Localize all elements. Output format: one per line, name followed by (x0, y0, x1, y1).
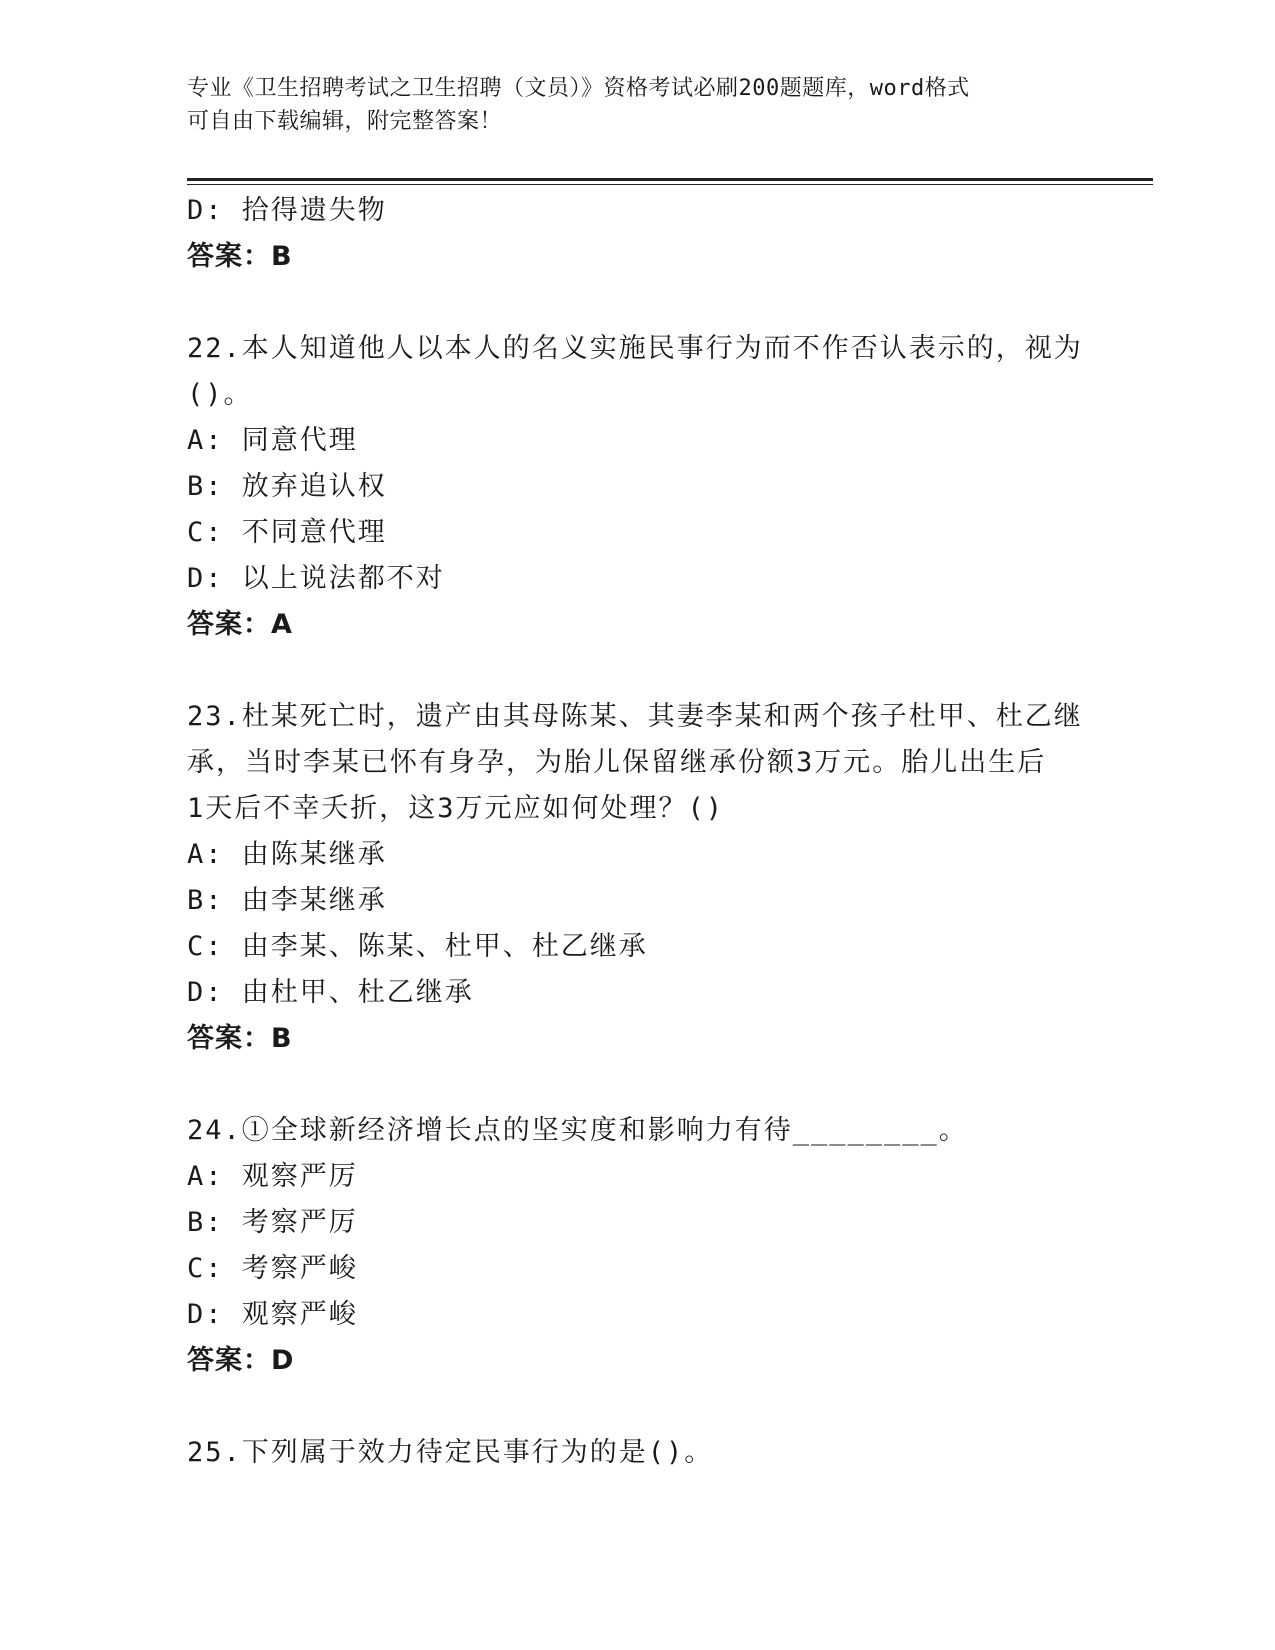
question-22 (187, 326, 1083, 648)
question-text: 23.杜某死亡时，遗产由其母陈某、其妻李某和两个孩子杜甲、杜乙继 (187, 701, 1083, 732)
option-d: D: 观察严峻 (187, 1299, 358, 1330)
option-a: A: 由陈某继承 (187, 839, 387, 870)
option-a: A: 观察严厉 (187, 1161, 358, 1192)
answer: 答案：B (187, 241, 293, 272)
option-d: D: 以上说法都不对 (187, 563, 445, 594)
option-b: B: 由李某继承 (187, 885, 387, 916)
question-text: 22.本人知道他人以本人的名义实施民事行为而不作否认表示的，视为 (187, 333, 1083, 364)
header-line-2: 可自由下载编辑，附完整答案！ (187, 109, 503, 134)
answer: 答案：A (187, 609, 293, 640)
answer: 答案：D (187, 1345, 295, 1376)
question-25 (187, 1430, 1067, 1476)
header-line-1: 专业《卫生招聘考试之卫生招聘（文员）》资格考试必刷200题题库，word格式 (187, 76, 970, 101)
question-text: 25.下列属于效力待定民事行为的是()。 (187, 1437, 714, 1468)
option-d: D: 拾得遗失物 (187, 195, 387, 226)
option-c: C: 不同意代理 (187, 517, 387, 548)
header-rule-thin (187, 184, 1153, 185)
option-b: B: 考察严厉 (187, 1207, 358, 1238)
page-header (187, 72, 1067, 138)
option-b: B: 放弃追认权 (187, 471, 387, 502)
option-d: D: 由杜甲、杜乙继承 (187, 977, 474, 1008)
question-text: 承，当时李某已怀有身孕，为胎儿保留继承份额3万元。胎儿出生后 (187, 747, 1047, 778)
answer: 答案：B (187, 1023, 293, 1054)
question-text: 24.①全球新经济增长点的坚实度和影响力有待________。 (187, 1115, 968, 1146)
option-c: C: 由李某、陈某、杜甲、杜乙继承 (187, 931, 648, 962)
option-a: A: 同意代理 (187, 425, 358, 456)
question-list (187, 188, 1083, 1476)
question-text: 1天后不幸夭折，这3万元应如何处理？() (187, 793, 725, 824)
question-24 (187, 1108, 1067, 1384)
question-text: ()。 (187, 379, 253, 410)
question-23 (187, 694, 1083, 1062)
option-c: C: 考察严峻 (187, 1253, 358, 1284)
header-rule-thick (187, 178, 1153, 181)
